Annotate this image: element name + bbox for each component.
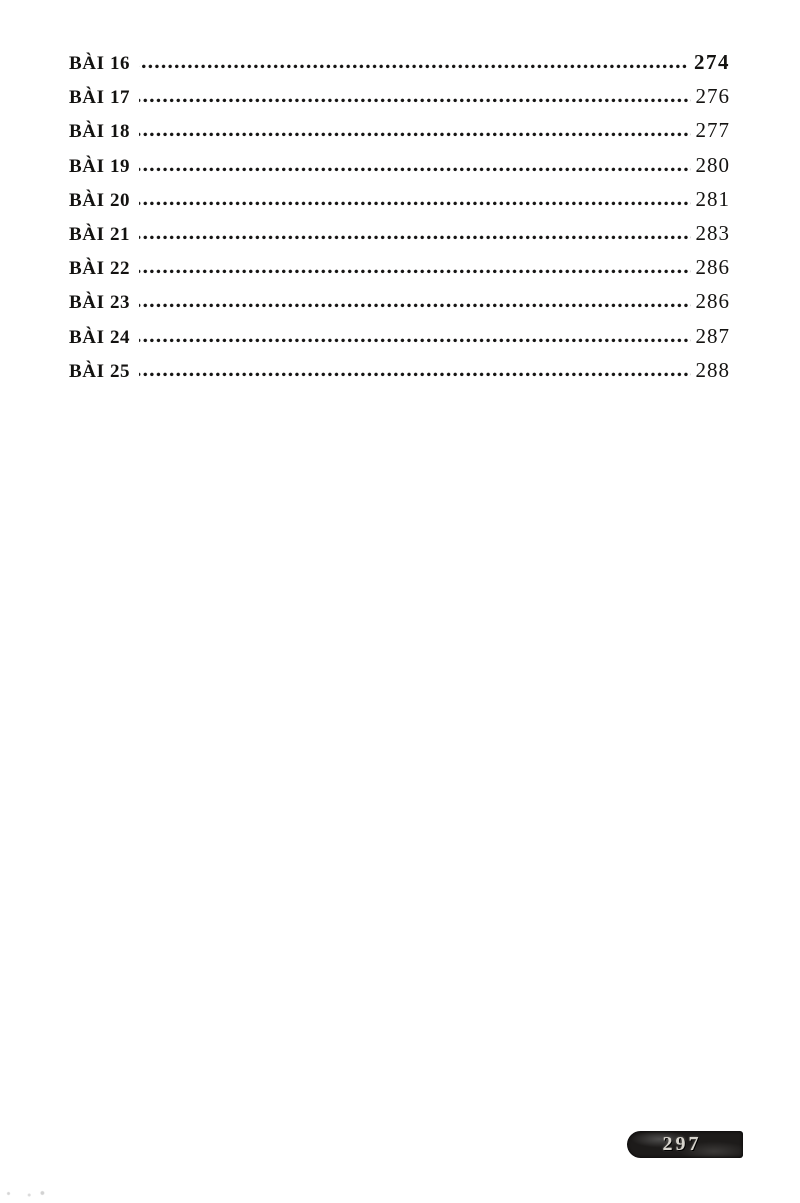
page-number-stamp: [627, 1131, 743, 1158]
dot-leader: [139, 132, 690, 137]
dot-leader: [139, 303, 690, 308]
toc-entry-label: BÀI 16: [69, 53, 131, 74]
toc-entry-label: BÀI 20: [69, 189, 131, 211]
toc-row: [69, 358, 730, 392]
toc-row: [69, 289, 730, 323]
scan-artifact: [5, 1188, 49, 1198]
toc-entry-page-number: 286: [695, 255, 730, 280]
toc-entry-label: BÀI 19: [69, 155, 131, 177]
table-of-contents: [69, 50, 730, 392]
toc-entry-page-number: 287: [695, 323, 730, 348]
toc-entry-label: BÀI 22: [69, 258, 131, 280]
toc-entry-page-number: 276: [695, 84, 730, 109]
toc-row: [69, 118, 730, 152]
toc-entry-label: BÀI 18: [69, 121, 131, 143]
toc-entry-label: BÀI 25: [69, 360, 131, 382]
page-number: 297: [662, 1132, 702, 1155]
toc-entry-page-number: 274: [694, 50, 730, 74]
toc-row: [69, 324, 730, 358]
toc-row: [69, 187, 730, 221]
toc-row: [69, 50, 730, 84]
toc-entry-page-number: 286: [695, 289, 730, 314]
toc-entry-page-number: 283: [695, 220, 730, 245]
toc-entry-page-number: 280: [695, 152, 730, 177]
toc-entry-page-number: 288: [695, 357, 730, 382]
toc-entry-label: BÀI 24: [69, 326, 131, 348]
toc-entry-page-number: 281: [695, 186, 730, 211]
dot-leader: [139, 338, 690, 343]
toc-row: [69, 255, 730, 289]
toc-entry-page-number: 277: [695, 118, 730, 143]
dot-leader: [139, 201, 690, 206]
toc-entry-label: BÀI 17: [69, 87, 131, 109]
dot-leader: [139, 235, 690, 240]
dot-leader: [139, 64, 689, 69]
dot-leader: [139, 269, 690, 274]
dot-leader: [139, 167, 690, 172]
dot-leader: [139, 98, 690, 103]
toc-entry-label: BÀI 21: [69, 223, 131, 245]
dot-leader: [139, 372, 690, 377]
toc-entry-label: BÀI 23: [69, 292, 131, 314]
toc-row: [69, 221, 730, 255]
toc-row: [69, 153, 730, 187]
toc-row: [69, 84, 730, 118]
